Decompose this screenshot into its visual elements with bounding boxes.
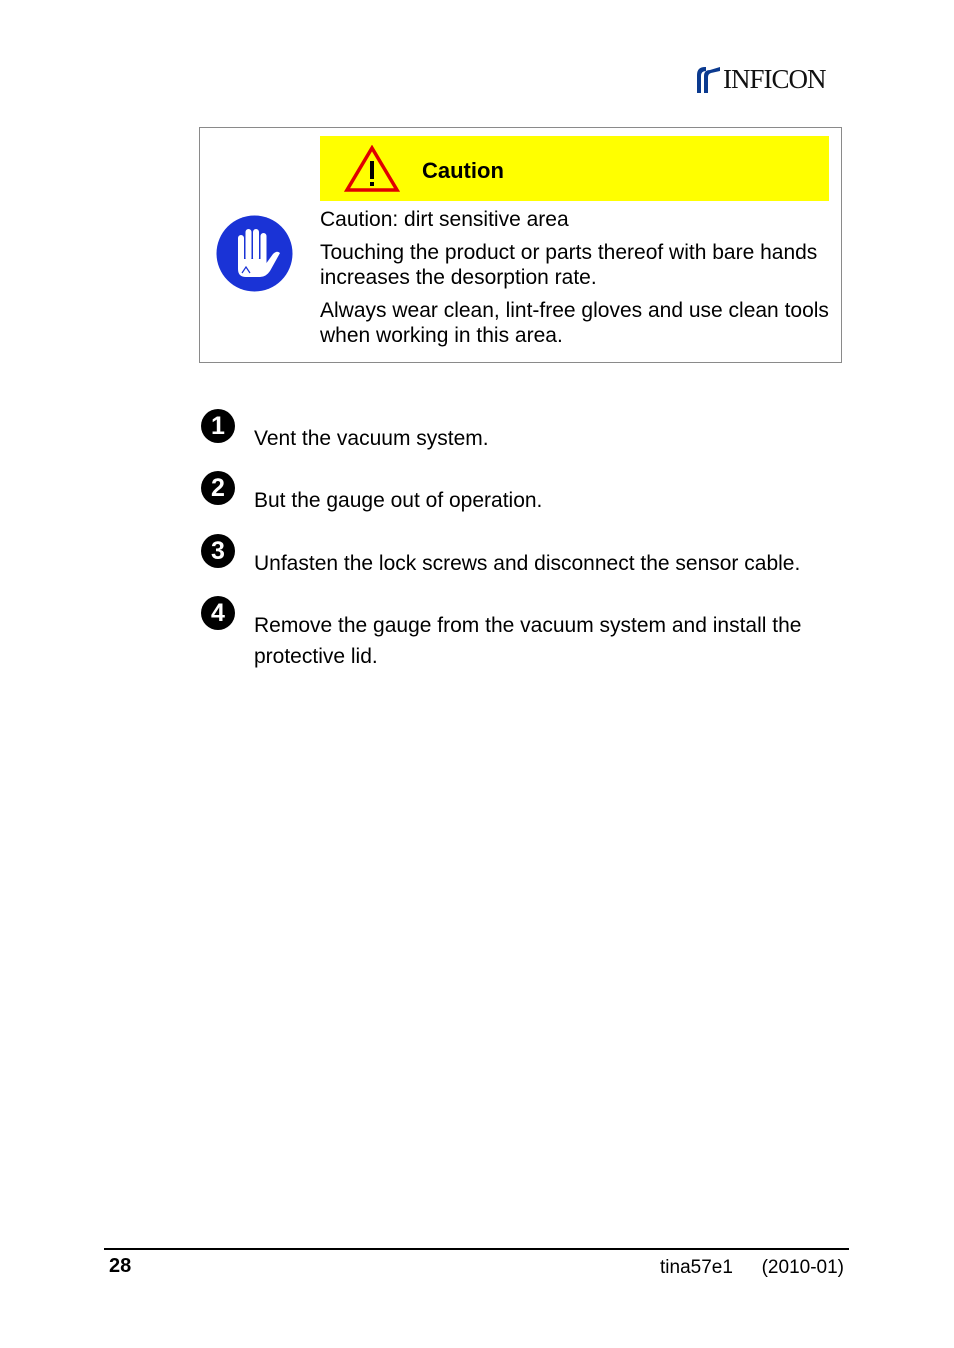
- caution-paragraph: Always wear clean, lint-free gloves and use clean tools when working in this area.: [320, 299, 829, 347]
- step-item: [201, 534, 861, 596]
- step-item: [201, 471, 861, 534]
- document-id: tina57e1: [660, 1257, 733, 1278]
- wear-gloves-icon: [216, 215, 293, 292]
- step-text: But the gauge out of operation.: [254, 489, 543, 512]
- step-number-badge: 4: [201, 596, 235, 630]
- caution-title: Caution: [422, 158, 504, 183]
- step-text: Unfasten the lock screws and disconnect the sensor cable.: [254, 552, 801, 575]
- footer-rule: [104, 1248, 849, 1250]
- step-number-badge: 3: [201, 534, 235, 568]
- step-number-badge: 2: [201, 471, 235, 505]
- caution-paragraph: Touching the product or parts thereof with bare hands increases the desorption rate.: [320, 241, 818, 289]
- document-date: (2010-01): [761, 1257, 844, 1278]
- caution-box: [199, 127, 842, 363]
- step-item: [201, 596, 861, 676]
- caution-body: [320, 207, 835, 356]
- inficon-logo: [694, 62, 826, 96]
- page-number: 28: [109, 1255, 132, 1277]
- caution-banner: [320, 136, 829, 201]
- caution-subtitle: Caution: dirt sensitive area: [320, 208, 569, 231]
- warning-triangle-icon: [344, 145, 400, 193]
- step-text: Remove the gauge from the vacuum system and install the protective lid.: [254, 614, 802, 668]
- step-number-badge: 1: [201, 409, 235, 443]
- step-item: [201, 409, 861, 471]
- step-text: Vent the vacuum system.: [254, 427, 489, 450]
- procedure-steps: [201, 409, 861, 676]
- brand-name: INFICON: [723, 64, 826, 94]
- inficon-logo-mark-icon: [694, 63, 722, 95]
